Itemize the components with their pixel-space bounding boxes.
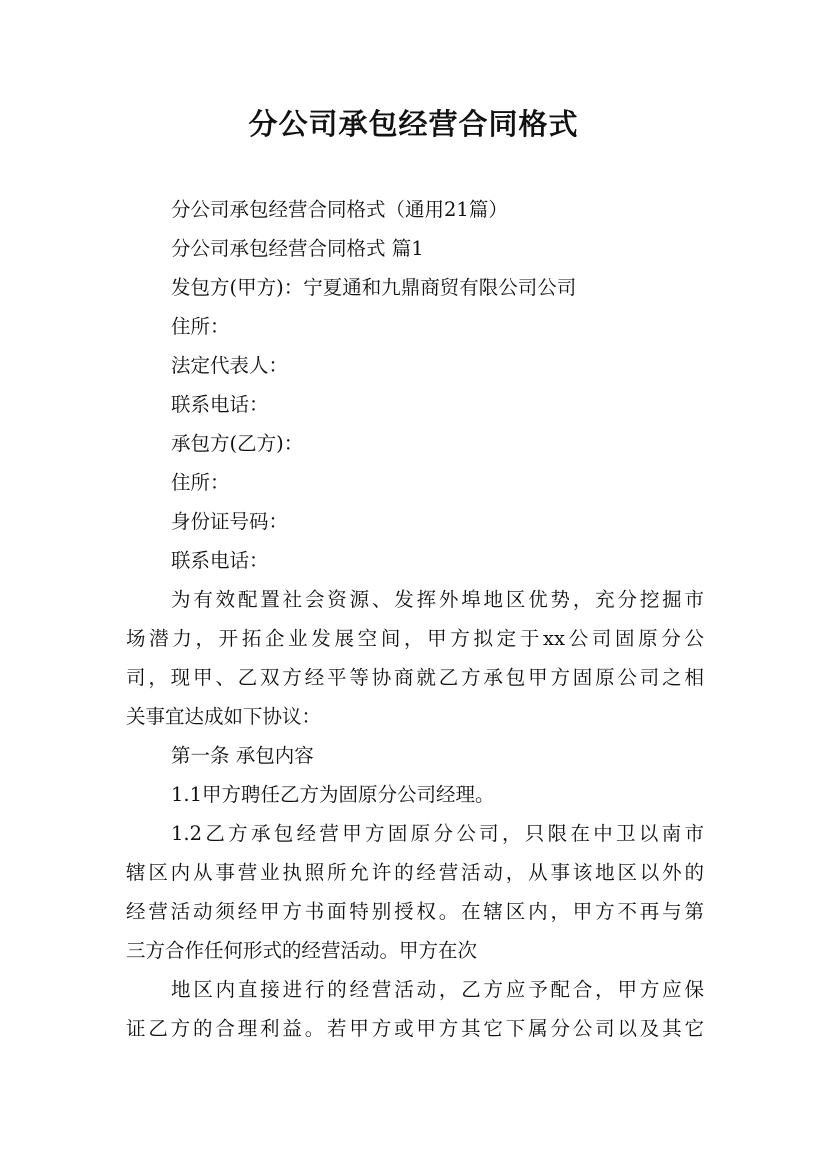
paragraph-line: 为有效配置社会资源、发挥外埠地区优势，充分挖掘市 (171, 588, 704, 611)
article-heading: 第一条 承包内容 (171, 744, 314, 767)
paragraph-line: 证乙方的合理利益。若甲方或甲方其它下属分公司以及其它 (126, 1017, 704, 1040)
document-title: 分公司承包经营合同格式 (248, 107, 579, 141)
clause-line: 经营活动须经甲方书面特别授权。在辖区内，甲方不再与第 (126, 900, 704, 923)
clause-line: 三方合作任何形式的经营活动。甲方在次 (126, 939, 478, 962)
party-b-phone: 联系电话： (171, 549, 269, 572)
party-a-phone: 联系电话： (171, 393, 269, 416)
paragraph-line: 司，现甲、乙双方经平等协商就乙方承包甲方固原公司之相 (126, 666, 704, 689)
clause-line: 1.2乙方承包经营甲方固原分公司，只限在中卫以南市 (171, 822, 704, 845)
party-b-address: 住所： (171, 471, 230, 494)
clause-line: 1.1甲方聘任乙方为固原分公司经理。 (171, 783, 495, 806)
paragraph-line: 场潜力，开拓企业发展空间，甲方拟定于xx公司固原分公 (126, 627, 704, 650)
party-b-id-number: 身份证号码： (171, 510, 289, 533)
party-a-legal-rep: 法定代表人： (171, 354, 289, 377)
party-a-address: 住所： (171, 315, 230, 338)
clause-line: 辖区内从事营业执照所允许的经营活动，从事该地区以外的 (126, 861, 704, 884)
paragraph-line: 关事宜达成如下协议： (126, 705, 322, 728)
subtitle-line: 分公司承包经营合同格式（通用21篇） (171, 198, 508, 221)
paragraph-line: 地区内直接进行的经营活动，乙方应予配合，甲方应保 (171, 978, 704, 1001)
party-b-line: 承包方(乙方)： (171, 432, 304, 455)
document-body (126, 190, 704, 1048)
section-heading: 分公司承包经营合同格式 篇1 (171, 237, 424, 260)
party-a-line: 发包方(甲方)：宁夏通和九鼎商贸有限公司公司 (171, 276, 577, 299)
